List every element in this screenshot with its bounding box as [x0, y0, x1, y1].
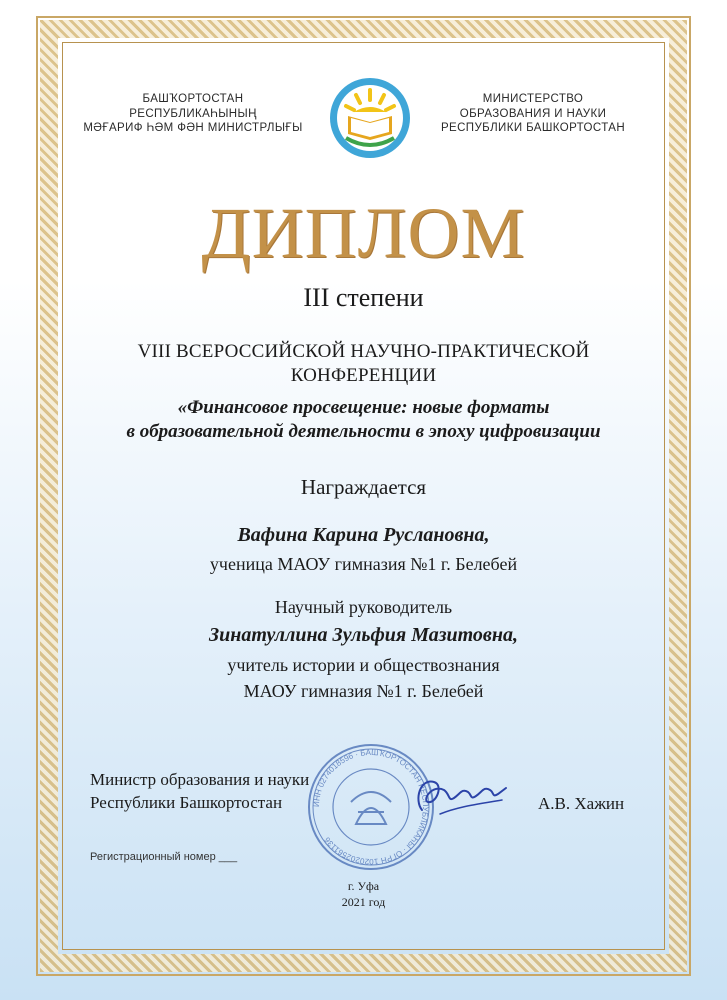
- recipient-description: ученица МАОУ гимназия №1 г. Белебей: [209, 554, 518, 574]
- header-right-line: МИНИСТЕРСТВО: [482, 93, 584, 105]
- header-left-line: МӘҒАРИФ ҺӘМ ФӘН МИНИСТРЛЫҒЫ: [83, 122, 303, 134]
- diploma-degree: III степени: [303, 283, 424, 312]
- signatory-name: А.В. Хажин: [538, 794, 625, 813]
- stamp-text-path: ИНН 0274018596 · БАШҠОРТОСТАН РЕСПУБЛИКАҺЫ · ОГРН 1020202561136: [311, 747, 431, 867]
- handwritten-signature-icon: [410, 770, 510, 820]
- conference-name: [0, 340, 727, 388]
- issue-year: 2021 год: [341, 895, 386, 909]
- conference-topic: [0, 396, 727, 444]
- diploma-title: ДИПЛОМ: [201, 193, 526, 273]
- signatory-title-line: Министр образования и науки: [90, 770, 310, 789]
- header-right-line: РЕСПУБЛИКИ БАШКОРТОСТАН: [440, 122, 626, 134]
- supervisor-position: учитель истории и обществознания: [227, 655, 500, 675]
- topic-line: «Финансовое просвещение: новые форматы: [177, 397, 550, 418]
- issue-city: г. Уфа: [347, 879, 380, 893]
- ministry-book-sun-emblem-icon: [328, 76, 412, 160]
- conference-line: VIII ВСЕРОССИЙСКОЙ НАУЧНО-ПРАКТИЧЕСКОЙ: [137, 341, 590, 362]
- supervisor-name: Зинатуллина Зульфия Мазитовна,: [209, 624, 518, 646]
- issue-place-date: [0, 878, 727, 910]
- supervisor-label: Научный руководитель: [274, 597, 453, 617]
- supervisor-school: МАОУ гимназия №1 г. Белебей: [243, 681, 484, 701]
- awarded-label: Награждается: [300, 475, 427, 499]
- header-left-line: РЕСПУБЛИКАҺЫНЫҢ: [129, 107, 257, 120]
- header-right-line: ОБРАЗОВАНИЯ И НАУКИ: [459, 107, 607, 120]
- conference-line: КОНФЕРЕНЦИИ: [290, 365, 437, 386]
- signatory-title: [90, 768, 309, 814]
- topic-line: в образовательной деятельности в эпоху цифровизации: [126, 421, 601, 442]
- registration-number: Регистрационный номер ___: [90, 851, 238, 863]
- signatory-title-line: Республики Башкортостан: [90, 793, 283, 812]
- ministry-russian-header: [418, 92, 648, 136]
- header-left-line: БАШҠОРТОСТАН: [142, 93, 244, 105]
- recipient-name: Вафина Карина Руслановна,: [237, 524, 490, 546]
- ministry-bashkir-header: [78, 92, 308, 136]
